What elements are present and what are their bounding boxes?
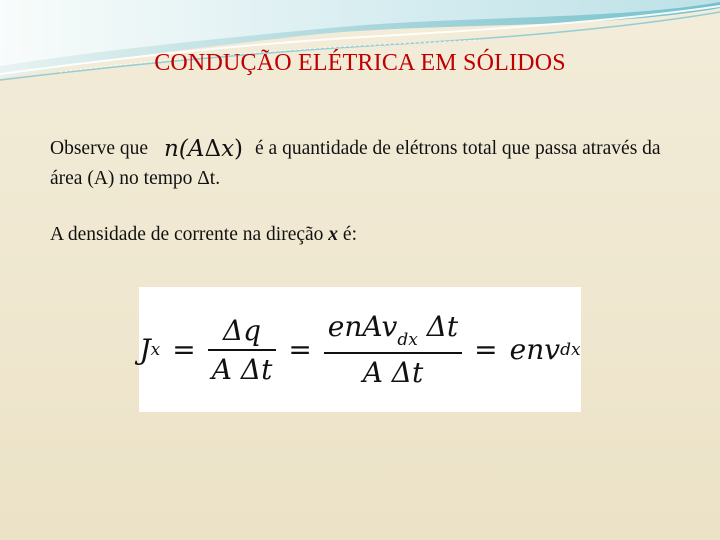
frac2-denominator: A Δt bbox=[362, 356, 424, 389]
frac2-bar bbox=[324, 352, 462, 354]
frac2-num-sub: dx bbox=[397, 330, 418, 350]
paragraph1-lead: Observe que bbox=[50, 138, 149, 159]
eq-equals-1: = bbox=[172, 333, 196, 366]
paragraph2-lead: A densidade de corrente na direção bbox=[50, 224, 329, 245]
frac2-num-tail: Δt bbox=[417, 310, 459, 343]
eq-fraction-1 bbox=[208, 314, 277, 386]
formula-delta: Δ bbox=[204, 136, 222, 162]
eq-lhs-J: J bbox=[139, 333, 151, 366]
eq-equals-2: = bbox=[288, 333, 312, 366]
formula-close: ) bbox=[234, 136, 244, 162]
eq-rhs-subscript: dx bbox=[560, 339, 581, 360]
eq-rhs-main: env bbox=[509, 333, 561, 366]
slide-title: CONDUÇÃO ELÉTRICA EM SÓLIDOS bbox=[154, 50, 566, 76]
paragraph-observe bbox=[50, 134, 690, 194]
paragraph2-var: x bbox=[328, 224, 339, 245]
current-density-equation bbox=[139, 287, 581, 412]
frac1-denominator: A Δt bbox=[211, 352, 273, 386]
inline-formula-nAdx bbox=[148, 134, 255, 164]
formula-n: n( bbox=[164, 136, 188, 162]
paragraph2-tail: é: bbox=[338, 224, 357, 245]
frac1-bar bbox=[208, 349, 277, 351]
frac2-numerator bbox=[324, 310, 462, 350]
eq-fraction-2 bbox=[324, 310, 462, 389]
formula-A: A bbox=[187, 136, 205, 162]
formula-x: x bbox=[221, 136, 235, 162]
eq-equals-3: = bbox=[474, 333, 498, 366]
paragraph1-rest: é a quantidade de elétrons total que passa através da área (A) no tempo Δt. bbox=[50, 138, 661, 189]
paragraph-current-density bbox=[50, 220, 690, 250]
eq-lhs-subscript: x bbox=[150, 339, 161, 360]
frac1-numerator: Δq bbox=[222, 313, 262, 347]
frac2-num-main: enAv bbox=[327, 310, 398, 343]
